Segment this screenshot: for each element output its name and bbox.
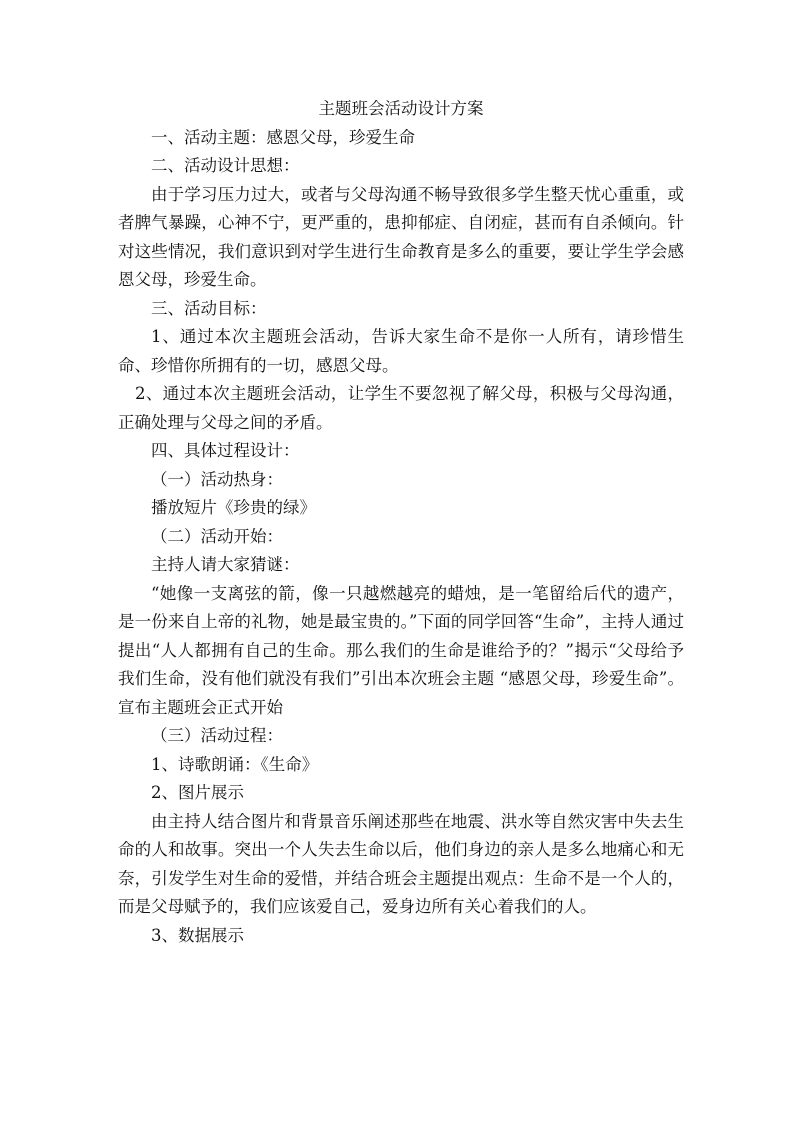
paragraph: 主持人请大家猜谜： [151, 555, 300, 574]
paragraph: 2、图片展示 [151, 783, 244, 802]
paragraph-list [118, 124, 684, 951]
paragraph: 二、活动设计思想： [151, 156, 300, 175]
paragraph: 2、通过本次主题班会活动，让学生不要忽视了解父母，积极与父母沟通，正确处理与父母之间的矛盾。 [118, 384, 684, 432]
paragraph: 四、具体过程设计： [151, 441, 300, 460]
paragraph: 1、诗歌朗诵：《生命》 [151, 754, 319, 774]
paragraph: 由于学习压力过大，或者与父母沟通不畅导致很多学生整天忧心重重，或者脾气暴躁，心神不宁，更严重的，患抑郁症、自闭症，甚而有自杀倾向。针对这些情况，我们意识到对学生进行生命教育是多么的重要，要让学生学会感恩父母，珍爱生命。 [118, 184, 684, 289]
paragraph: 播放短片《珍贵的绿》 [151, 498, 316, 517]
paragraph: 由主持人结合图片和背景音乐阐述那些在地震、洪水等自然灾害中失去生命的人和故事。突出一个人失去生命以后，他们身边的亲人是多么地痛心和无奈，引发学生对生命的爱惜，并结合班会主题提出观点：生命不是一个人的，而是父母赋予的，我们应该爱自己，爱身边所有关心着我们的人。 [118, 811, 684, 916]
paragraph: 一、活动主题：感恩父母，珍爱生命 [151, 127, 415, 147]
paragraph: （一）活动热身： [151, 469, 283, 489]
paragraph: “她像一支离弦的箭，像一只越燃越亮的蜡烛，是一笔留给后代的遗产，是一份来自上帝的礼物，她是最宝贵的。”下面的同学回答“生命”，主持人通过提出“人人都拥有自己的生命。那么我们的生命是谁给予的？”揭示“父母给予我们生命，没有他们就没有我们”引出本次班会主题 “感恩父母，珍爱生命”。宣布主题班会正式开始 [118, 583, 684, 717]
paragraph: 三、活动目标： [151, 298, 267, 318]
document-title: 主题班会活动设计方案 [318, 99, 484, 118]
paragraph: （二）活动开始： [151, 526, 283, 546]
paragraph: 1、通过本次主题班会活动，告诉大家生命不是你一人所有，请珍惜生命、珍惜你所拥有的一切，感恩父母。 [118, 327, 684, 375]
paragraph: （三）活动过程： [151, 726, 283, 745]
paragraph: 3、数据展示 [151, 925, 244, 945]
document-body [118, 95, 684, 950]
